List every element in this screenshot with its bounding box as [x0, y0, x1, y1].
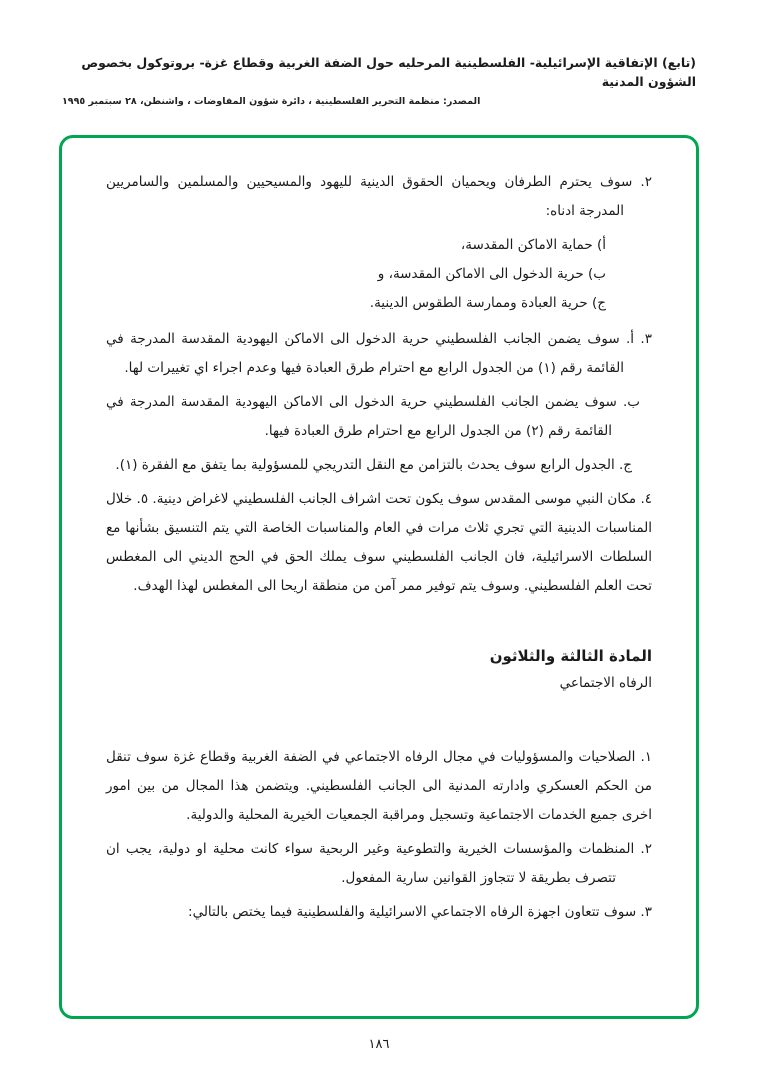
document-title: (تابع) الإتفاقية الإسرائيلية- الفلسطينية المرحليه حول الضفة الغربية وقطاع غزة- بروتوكول بخصوص الشؤون المدنية: [81, 55, 696, 89]
page-number: ١٨٦: [368, 1037, 390, 1052]
clause-2-sublist: [106, 231, 652, 318]
document-header: [0, 0, 758, 107]
clause-3c-paragraph: ج. الجدول الرابع سوف يحدث بالتزامن مع النقل التدريجي للمسؤولية بما يتفق مع الفقرة (١).: [115, 456, 632, 473]
document-source-line: المصدر: منظمة التحرير الفلسطينية ، دائرة شؤون المفاوضات ، واشنطن، ٢٨ سبتمبر ١٩٩٥: [62, 95, 481, 107]
clause-4-5-paragraph: ٤. مكان النبي موسى المقدس سوف يكون تحت اشراف الجانب الفلسطيني لاغراض دينية. ٥. خلال المناسبات الدينية التي تجري ثلاث مرات في العام والمناسبات الخاصة التي يتم التنسيق بشأنها مع السلطات الاسرائيلية، فان الجانب الفلسطيني سوف يملك الحق في الحج الديني الى المغطس تحت العلم الفلسطيني. وسوف يتم توفير ممر آمن من منطقة اريحا الى المغطس لهذا الهدف.: [106, 490, 652, 594]
clause-2-item-c: ج) حرية العبادة وممارسة الطقوس الدينية.: [369, 294, 606, 311]
clause-3a-paragraph: ٣. أ. سوف يضمن الجانب الفلسطيني حرية الدخول الى الاماكن اليهودية المقدسة المدرجة في القائمة رقم (١) من الجدول الرابع مع احترام طرق العبادة فيها وعدم اجراء اي تغييرات لها.: [106, 330, 652, 376]
clause-2-paragraph: ٢. سوف يحترم الطرفان ويحميان الحقوق الدينية لليهود والمسيحيين والمسلمين والسامريين المدرجة ادناه:: [106, 173, 652, 219]
clause-2-item-a: أ) حماية الاماكن المقدسة،: [460, 236, 606, 253]
clause-2-item-b: ب) حرية الدخول الى الاماكن المقدسة، و: [377, 265, 606, 282]
article-33-subheading: الرفاه الاجتماعي: [559, 674, 652, 691]
welfare-clause-3-paragraph: ٣. سوف تتعاون اجهزة الرفاه الاجتماعي الاسرائيلية والفلسطينية فيما يختص بالتالي:: [188, 903, 652, 920]
welfare-clause-1-paragraph: ١. الصلاحيات والمسؤوليات في مجال الرفاه الاجتماعي في الضفة الغربية وقطاع غزة سوف تنقل من الحكم العسكري وادارته المدنية الى الجانب الفلسطيني. ويتضمن هذا المجال من بين امور اخرى جميع الخدمات الاجتماعية وتسجيل ومراقبة الجمعيات الخيرية المحلية والدولية.: [106, 748, 652, 823]
content-frame: [59, 135, 699, 1019]
article-33-heading: المادة الثالثة والثلاثون: [489, 646, 652, 665]
clause-3b-paragraph: ب. سوف يضمن الجانب الفلسطيني حرية الدخول الى الاماكن اليهودية المقدسة المدرجة في القائمة رقم (٢) من الجدول الرابع مع احترام طرق العبادة فيها.: [106, 393, 640, 439]
welfare-clause-2-paragraph: ٢. المنظمات والمؤسسات الخيرية والتطوعية وغير الربحية سواء كانت محلية او دولية، يجب ان تتصرف بطريقة لا تتجاوز القوانين سارية المفعول.: [106, 840, 652, 886]
